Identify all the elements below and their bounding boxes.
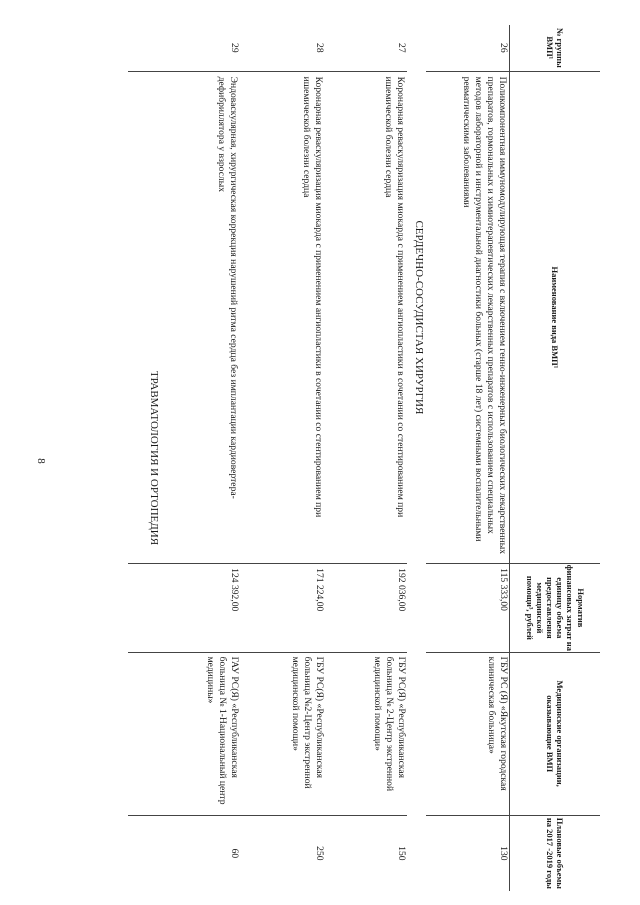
row-organization: ГБУ РС(Я) «Республиканская больница № 2-Центр экстренной медицинской помощи» xyxy=(326,652,408,815)
section-title-cardio: СЕРДЕЧНО-СОСУДИСТАЯ ХИРУРГИЯ xyxy=(413,220,426,415)
row-name: Коронарная реваскуляризация миокарда с применением ангиопластики в сочетании со стентированием при ишемической болезни сердца xyxy=(241,71,326,564)
row-cost: 171 224,00 xyxy=(241,564,326,652)
table-row xyxy=(326,25,408,891)
row-number: 27 xyxy=(326,25,408,71)
header-vmp-name: Наименование вида ВМП¹ xyxy=(510,71,601,564)
row-cost: 192 036,00 xyxy=(326,564,408,652)
table-header-row xyxy=(510,25,601,891)
row-name: Эндоваскулярная, хирургическая коррекция нарушений ритма сердца без имплантации кардиовертера-дефибриллятора у взрослых xyxy=(129,71,241,564)
header-cost-norm: Норматив финансовых затрат на единицу объема предоставления медицинской помощи³, рублей xyxy=(510,564,601,652)
vmp-table xyxy=(129,25,601,891)
row-organization: ГБУ РС(Я) «Республиканская больница №2-Центр экстренной медицинской помощи» xyxy=(241,652,326,815)
section-title-ortho: ТРАВМАТОЛОГИЯ И ОРТОПЕДИЯ xyxy=(148,370,160,546)
row-name: Коронарная реваскуляризация миокарда с применением ангиопластики в сочетании со стентированием при ишемической болезни сердца xyxy=(326,71,408,564)
row-name: Поликомпонентная иммуномодулирующая терапия с включением генно-инженерных биологических лекарственных препаратов, гормональных и химиотерапевтических лекарственных препаратов с использованием специальных методов лабораторной и инструментальной диагностики больных (старше 18 лет) системными воспалительными ревматическими заболеваниями xyxy=(427,71,510,564)
header-group-number: № группы ВМП¹ xyxy=(510,25,601,71)
table-row xyxy=(427,25,510,891)
page-number: 8 xyxy=(34,458,47,464)
row-organization: ГАУ РС(Я) «Республиканская больница № 1-Национальный центр медицины» xyxy=(129,652,241,815)
section-row xyxy=(408,25,427,891)
table-row xyxy=(241,25,326,891)
rotated-table-page xyxy=(80,25,600,891)
row-volume: 250 xyxy=(314,846,326,861)
row-volume: 150 xyxy=(396,846,408,861)
header-organizations: Медицинские организации, оказывающие ВМП xyxy=(510,652,601,815)
header-planned-volume: Плановые объемы на 2017 -2019 годы xyxy=(510,815,601,891)
table-row xyxy=(129,25,241,891)
row-cost: 115 333,00 xyxy=(427,564,510,652)
row-volume: 60 xyxy=(229,848,241,859)
row-number: 26 xyxy=(427,25,510,71)
row-number: 29 xyxy=(129,25,241,71)
row-cost: 124 392,00 xyxy=(129,564,241,652)
row-number: 28 xyxy=(241,25,326,71)
row-organization: ГБУ РС (Я) «Якутская городская клиническая больница» xyxy=(427,652,510,815)
row-volume: 130 xyxy=(498,846,509,861)
